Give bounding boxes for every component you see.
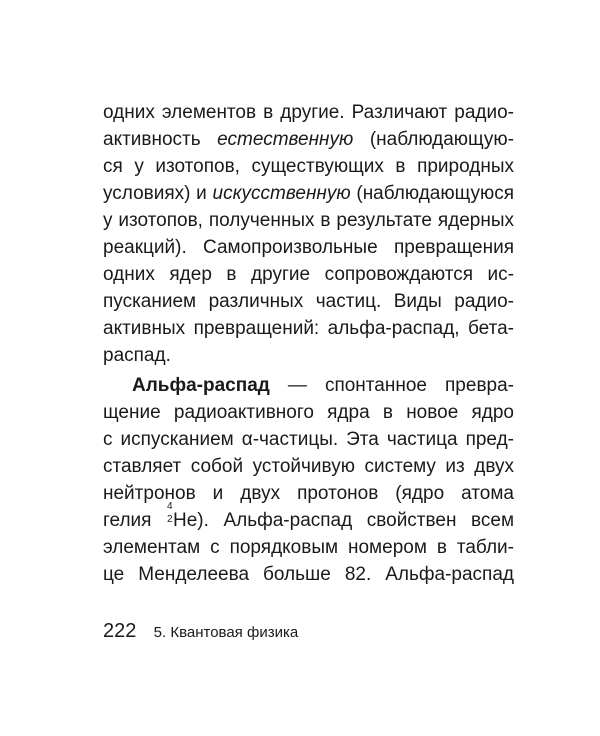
text-line: [103, 180, 514, 207]
section-title: 5. Квантовая физика: [153, 624, 299, 641]
text-segment: элементам с порядковым номером в табли-: [103, 537, 514, 558]
text-line: [103, 288, 514, 315]
text-segment: пусканием различных частиц. Виды радио-: [103, 291, 514, 312]
text-segment: He). Альфа-распад свойствен всем: [173, 510, 515, 531]
paragraph: [103, 372, 514, 588]
text-line: [103, 399, 514, 426]
text-segment: с испусканием α-частицы. Эта частица пред-: [103, 429, 514, 450]
isotope-notation: [166, 501, 173, 526]
text-segment: нейтронов и двух протонов (ядро атома: [103, 483, 514, 504]
text-segment: активных превращений: альфа-распад, бета-: [103, 318, 514, 339]
text-line: [103, 480, 514, 507]
text-segment: гелия: [103, 510, 166, 531]
body-text: [103, 99, 514, 588]
mass-number: 4: [167, 501, 173, 512]
term-italic: искусственную: [212, 183, 351, 204]
text-line: [103, 453, 514, 480]
text-segment: — спонтанное превра-: [269, 375, 514, 396]
text-segment: щение радиоактивного ядра в новое ядро: [103, 402, 514, 423]
term-bold: Альфа-распад: [132, 375, 270, 396]
page-number: 222: [103, 620, 137, 642]
text-line: [103, 342, 514, 369]
text-segment: условиях) и: [103, 183, 213, 204]
text-segment: распад.: [103, 345, 171, 366]
text-line: [103, 99, 514, 126]
text-segment: у изотопов, полученных в результате ядерных: [103, 210, 514, 231]
text-segment: активность: [103, 129, 218, 150]
term-italic: естественную: [217, 129, 354, 150]
paragraph: [103, 99, 514, 369]
text-segment: ся у изотопов, существующих в природных: [103, 156, 514, 177]
atomic-number: 2: [167, 514, 173, 525]
page-footer: [103, 620, 298, 643]
text-line: [103, 426, 514, 453]
text-line: [103, 261, 514, 288]
text-line: [103, 153, 514, 180]
text-segment: (наблюдающуюся: [350, 183, 514, 204]
text-line: [103, 234, 514, 261]
text-line: [103, 207, 514, 234]
text-line: [103, 534, 514, 561]
text-segment: це Менделеева больше 82. Альфа-распад: [103, 564, 514, 585]
text-segment: (наблюдающую-: [353, 129, 514, 150]
text-line: [103, 561, 514, 588]
text-segment: одних элементов в другие. Различают радио-: [103, 102, 514, 123]
text-segment: одних ядер в другие сопровождаются ис-: [103, 264, 514, 285]
text-line: [103, 126, 514, 153]
text-segment: ставляет собой устойчивую систему из двух: [103, 456, 514, 477]
text-line: [103, 372, 514, 399]
text-line: [103, 315, 514, 342]
text-line: [103, 501, 515, 534]
text-segment: реакций). Самопроизвольные превращения: [103, 237, 514, 258]
